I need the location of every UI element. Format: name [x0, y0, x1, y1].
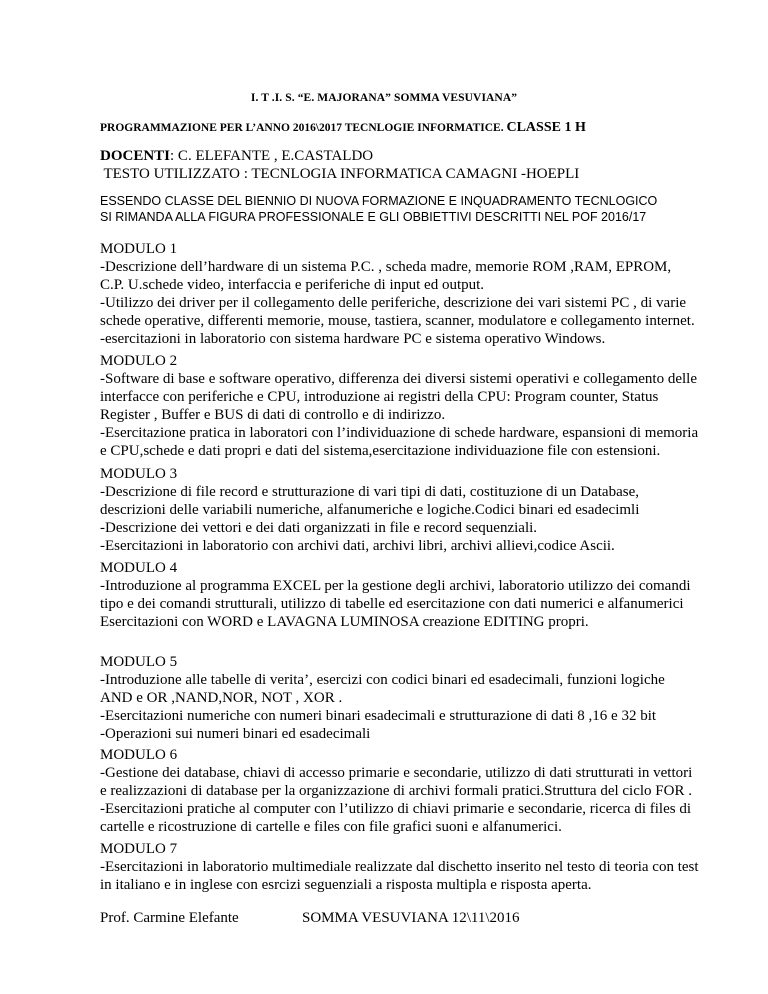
docenti-label: DOCENTI — [100, 148, 171, 164]
programmazione-text: PROGRAMMAZIONE PER L’ANNO 2016\2017 TECNLOGIE INFORMATICE. — [100, 122, 504, 134]
module-2 — [100, 352, 720, 460]
module-title: MODULO 1 — [100, 241, 178, 257]
module-line: -Descrizione dei vettori e dei dati organizzati in file e record sequenziali. — [100, 520, 538, 536]
docenti-line — [100, 148, 373, 165]
module-line: in italiano e in inglese con esrcizi seguenziali a risposta multipla e risposta aperta. — [100, 877, 592, 893]
module-line: -Software di base e software operativo, differenza dei diversi sistemi operativi e collegamento delle — [100, 371, 697, 387]
module-line: -Esercitazione pratica in laboratori con l’individuazione di schede hardware, espansioni di memoria — [100, 425, 699, 441]
module-line: -Esercitazioni pratiche al computer con l’utilizzo di chiavi primarie e secondarie, ricerca di files di — [100, 801, 691, 817]
module-line: interfacce con periferiche e CPU, introduzione ai registri della CPU: Program counter, Status — [100, 389, 659, 405]
module-line: -Introduzione al programma EXCEL per la gestione degli archivi, laboratorio utilizzo dei comandi — [100, 578, 691, 594]
module-title: MODULO 7 — [100, 841, 178, 857]
module-line: tipo e dei comandi strutturali, utilizzo di tabelle ed esercitazione con dati numerici e alfanumerici — [100, 596, 684, 612]
module-line: e realizzazioni di database per la organizzazione di archivi formali pratici.Struttura del ciclo FOR . — [100, 783, 692, 799]
module-line: AND e OR ,NAND,NOR, NOT , XOR . — [100, 690, 343, 706]
module-line: descrizioni delle variabili numeriche, alfanumeriche e logiche.Codici binari ed esadecimli — [100, 502, 640, 518]
school-name: I. T .I. S. “E. MAJORANA” SOMMA VESUVIANA” — [250, 92, 518, 104]
docenti-value: : C. ELEFANTE , E.CASTALDO — [170, 148, 374, 164]
module-line: -Introduzione alle tabelle di verita’, esercizi con codici binari ed esadecimali, funzioni logiche — [100, 672, 665, 688]
module-line: cartelle e ricostruzione di cartelle e files con file grafici suoni e alfanumerici. — [100, 819, 562, 835]
module-7 — [100, 840, 720, 894]
module-line: schede operative, differenti memorie, mouse, tastiera, scanner, modulatore e collegamento internet. — [100, 313, 695, 329]
intro-line-2: SI RIMANDA ALLA FIGURA PROFESSIONALE E GLI OBBIETTIVI DESCRITTI NEL POF 2016/17 — [100, 210, 647, 224]
module-title: MODULO 5 — [100, 654, 178, 670]
module-line: -esercitazioni in laboratorio con sistema hardware PC e sistema operativo Windows. — [100, 331, 606, 347]
module-title: MODULO 4 — [100, 560, 178, 576]
module-line: -Esercitazioni in laboratorio con archivi dati, archivi libri, archivi allievi,codice Ascii. — [100, 538, 615, 554]
module-line: e CPU,schede e dati propri e dati del sistema,esercitazione individuazione file con estensioni. — [100, 443, 661, 459]
module-title: MODULO 6 — [100, 747, 178, 763]
footer-author: Prof. Carmine Elefante — [100, 910, 239, 926]
intro-line-1: ESSENDO CLASSE DEL BIENNIO DI NUOVA FORMAZIONE E INQUADRAMENTO TECNLOGICO — [100, 194, 658, 208]
module-line: -Utilizzo dei driver per il collegamento delle periferiche, descrizione dei vari sistemi PC , di varie — [100, 295, 687, 311]
module-line: -Esercitazioni in laboratorio multimediale realizzate dal dischetto inserito nel testo di teoria con test — [100, 859, 699, 875]
module-line: -Esercitazioni numeriche con numeri binari esadecimali e strutturazione di dati 8 ,16 e 32 bit — [100, 708, 657, 724]
module-title: MODULO 2 — [100, 353, 178, 369]
module-5 — [100, 653, 720, 743]
module-line: -Descrizione dell’hardware di un sistema P.C. , scheda madre, memorie ROM ,RAM, EPROM, — [100, 259, 672, 275]
module-1 — [100, 240, 720, 348]
module-4 — [100, 559, 720, 631]
classe-text: CLASSE 1 H — [506, 120, 586, 135]
module-line: -Operazioni sui numeri binari ed esadecimali — [100, 726, 371, 742]
programmazione-heading — [100, 120, 586, 136]
module-title: MODULO 3 — [100, 466, 178, 482]
module-line: Esercitazioni con WORD e LAVAGNA LUMINOSA creazione EDITING propri. — [100, 614, 589, 630]
module-6 — [100, 746, 720, 836]
module-3 — [100, 465, 720, 555]
testo-line: TESTO UTILIZZATO : TECNLOGIA INFORMATICA CAMAGNI -HOEPLI — [100, 166, 580, 182]
module-line: -Gestione dei database, chiavi di accesso primarie e secondarie, utilizzo di dati strutturati in vettori — [100, 765, 693, 781]
module-line: Register , Buffer e BUS di dati di controllo e di indirizzo. — [100, 407, 446, 423]
module-line: C.P. U.schede video, interfaccia e periferiche di input ed output. — [100, 277, 485, 293]
module-line: -Descrizione di file record e strutturazione di vari tipi di dati, costituzione di un Database, — [100, 484, 639, 500]
footer-place-date: SOMMA VESUVIANA 12\11\2016 — [302, 910, 520, 926]
